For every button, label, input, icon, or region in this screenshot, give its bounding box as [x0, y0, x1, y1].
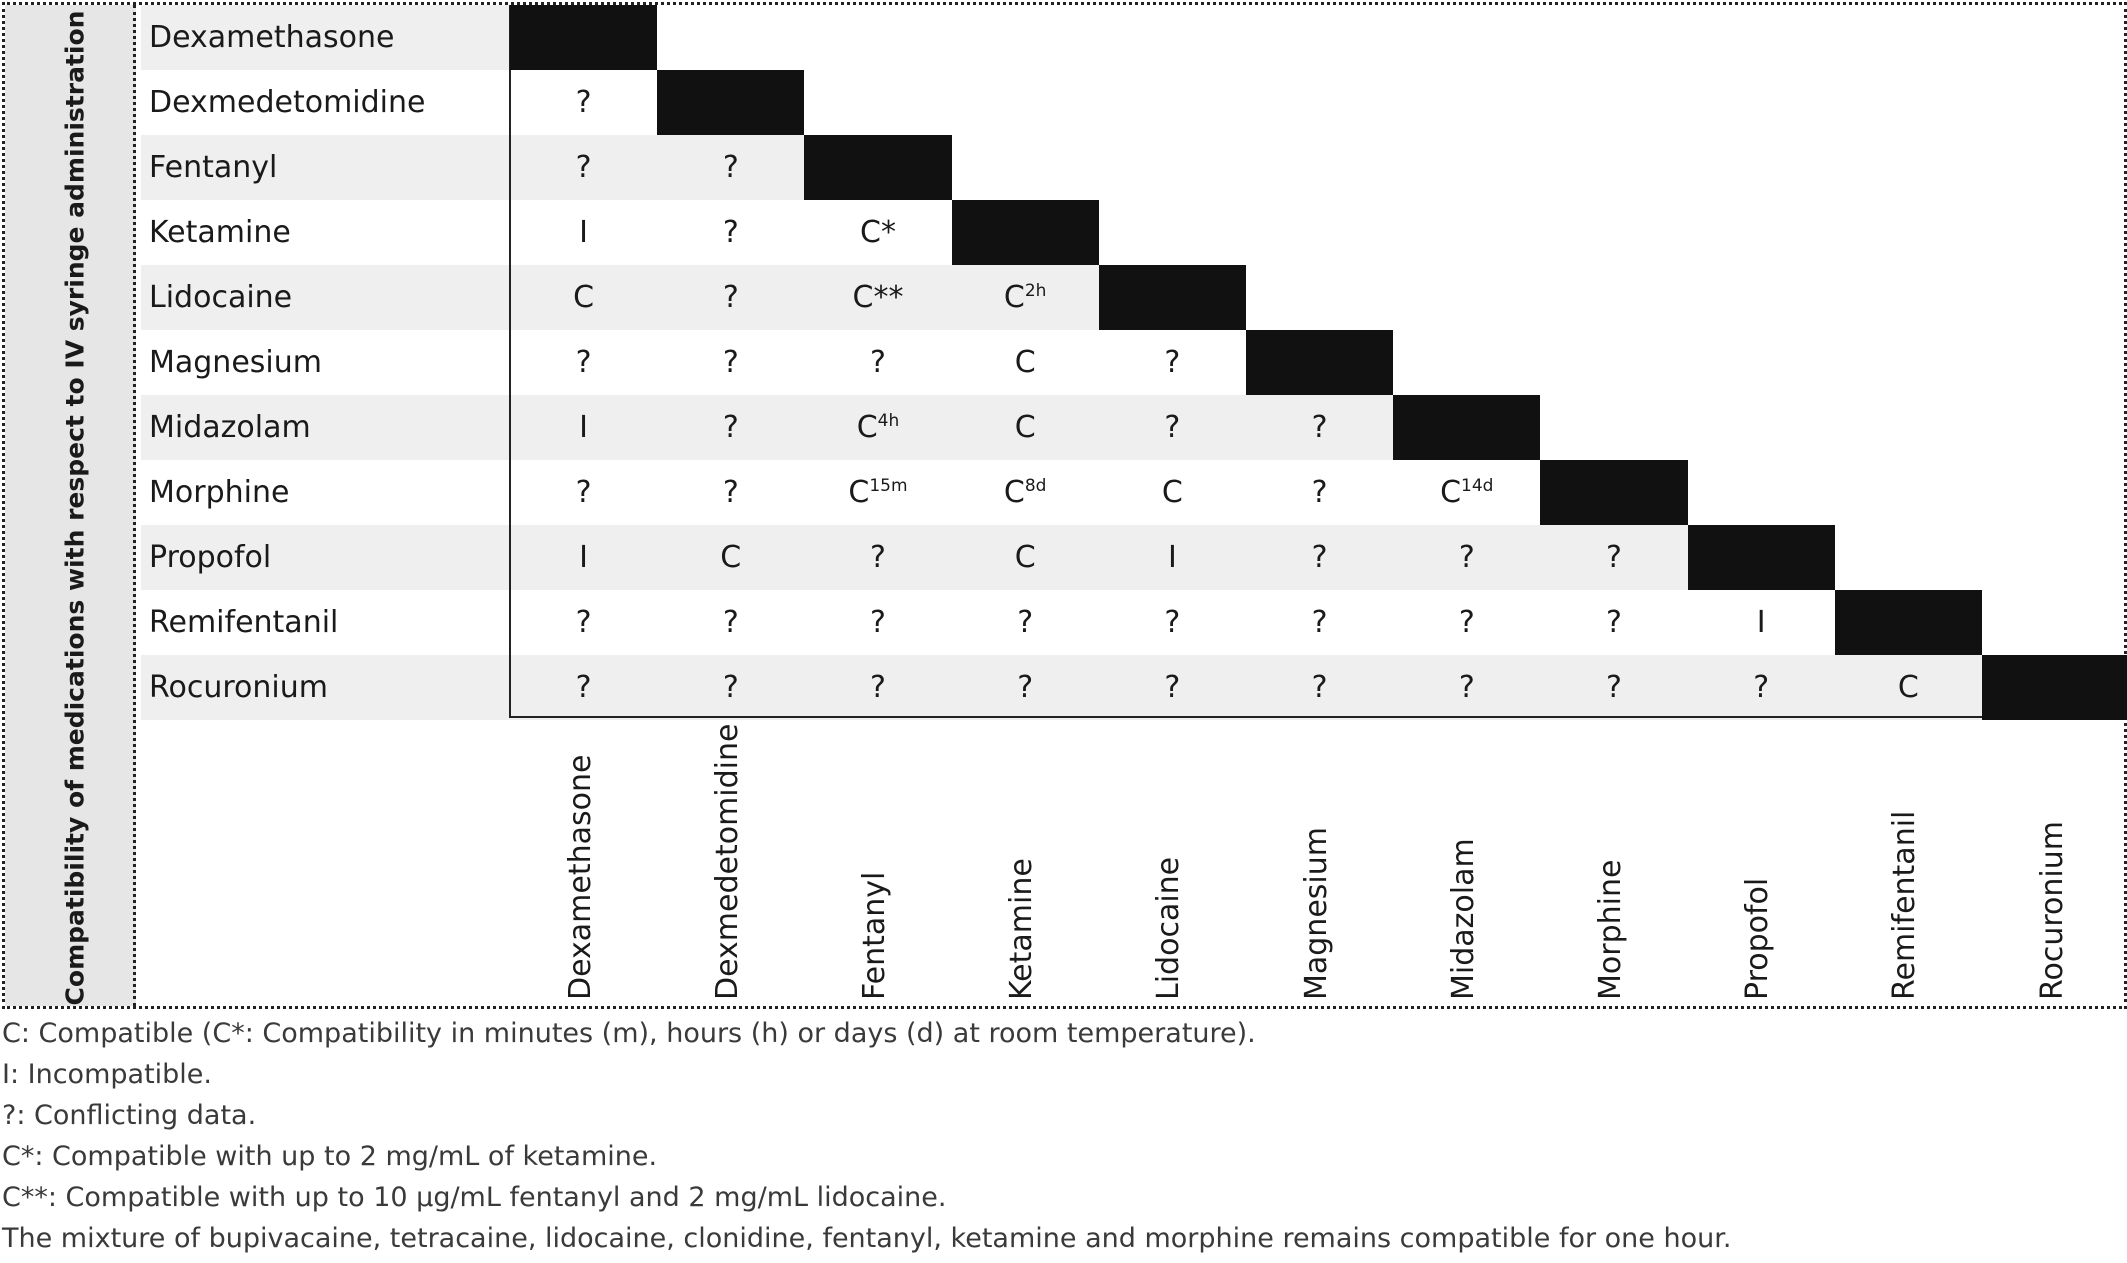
matrix-cell — [1688, 590, 1835, 655]
cell-value: ? — [1311, 605, 1328, 640]
cell-value: ? — [870, 345, 886, 380]
matrix-cell — [1540, 525, 1687, 590]
matrix-cell — [1246, 525, 1393, 590]
column-label: Morphine — [1593, 859, 1628, 1000]
legend-note: I: Incompatible. — [2, 1059, 212, 1090]
matrix-cell — [952, 330, 1099, 395]
cell-value: ? — [722, 345, 739, 380]
column-label: Dexamethasone — [562, 754, 598, 1000]
row-label: Dexamethasone — [149, 20, 395, 55]
cell-value: ? — [1164, 605, 1181, 640]
cell-value: C — [720, 540, 742, 575]
matrix-cell — [1099, 525, 1246, 590]
cell-value: ? — [1458, 540, 1475, 575]
row-label: Magnesium — [149, 345, 322, 380]
column-label: Magnesium — [1298, 827, 1334, 1000]
diagonal-cell — [510, 5, 657, 70]
cell-value: ? — [575, 150, 592, 185]
matrix-cell — [952, 590, 1099, 655]
cell-duration: 2h — [1024, 281, 1047, 301]
matrix-cell — [510, 460, 657, 525]
matrix-cell — [657, 200, 804, 265]
matrix-cell — [1099, 395, 1246, 460]
legend-notes — [2, 1013, 2102, 1259]
cell-value: C — [856, 410, 878, 445]
legend-note: The mixture of bupivacaine, tetracaine, lidocaine, clonidine, fentanyl, ketamine and morphine remains compatible for one hour. — [2, 1223, 1732, 1254]
cell-value: ? — [870, 670, 886, 705]
matrix-cell — [804, 655, 951, 720]
matrix-cell — [1393, 655, 1540, 720]
matrix-cell — [952, 265, 1099, 330]
cell-value: ? — [1458, 670, 1475, 705]
cell-value: ? — [575, 85, 592, 120]
column-label: Remifentanil — [1887, 810, 1923, 1000]
cell-value: I — [579, 410, 589, 445]
matrix-cell — [804, 330, 951, 395]
cell-value: ? — [722, 475, 739, 510]
matrix-cell — [657, 460, 804, 525]
cell-value: C — [1161, 475, 1183, 510]
legend-note: C*: Compatible with up to 2 mg/mL of ketamine. — [2, 1141, 658, 1172]
matrix-cell — [657, 135, 804, 200]
matrix-cell — [1540, 655, 1687, 720]
matrix-cell — [510, 70, 657, 135]
cell-value: I — [1756, 605, 1766, 640]
diagonal-cell — [657, 70, 804, 135]
cell-value: ? — [1311, 670, 1328, 705]
matrix-cell — [1099, 590, 1246, 655]
matrix-cell — [510, 590, 657, 655]
column-label: Fentanyl — [857, 871, 892, 1000]
cell-value: ? — [1753, 670, 1770, 705]
legend-note: ?: Conflicting data. — [2, 1100, 257, 1131]
cell-value: ? — [1606, 540, 1622, 575]
matrix-cell — [1246, 590, 1393, 655]
matrix-cell — [657, 265, 804, 330]
matrix-cell — [804, 200, 951, 265]
diagonal-cell — [1099, 265, 1246, 330]
legend-note: C**: Compatible with up to 10 µg/mL fentanyl and 2 mg/mL lidocaine. — [2, 1182, 947, 1213]
legend-note: C: Compatible (C*: Compatibility in minutes (m), hours (h) or days (d) at room temperature). — [2, 1018, 1256, 1049]
cell-value: C — [1003, 475, 1025, 510]
cell-value: ? — [870, 540, 886, 575]
cell-value: C — [1014, 410, 1036, 445]
cell-value: I — [1167, 540, 1177, 575]
row-label: Lidocaine — [149, 280, 293, 315]
diagonal-cell — [1688, 525, 1835, 590]
matrix-cell — [952, 395, 1099, 460]
cell-value: I — [579, 215, 589, 250]
cell-value: ? — [1017, 605, 1034, 640]
cell-value: ? — [870, 605, 886, 640]
matrix-cell — [804, 460, 951, 525]
cell-value: ? — [1164, 410, 1181, 445]
cell-value: ? — [722, 215, 739, 250]
cell-duration: 8d — [1024, 476, 1047, 496]
cell-value: ? — [575, 345, 592, 380]
cell-value: C — [573, 280, 595, 315]
matrix-cell — [804, 395, 951, 460]
diagonal-cell — [1982, 655, 2127, 720]
cell-value: ? — [722, 150, 739, 185]
matrix-cell — [1540, 590, 1687, 655]
matrix-cell — [1393, 525, 1540, 590]
matrix-cell — [1393, 590, 1540, 655]
cell-value: C** — [852, 280, 904, 315]
cell-value: C — [1003, 280, 1025, 315]
matrix-cell — [1099, 655, 1246, 720]
row-label: Dexmedetomidine — [149, 85, 426, 120]
matrix-cell — [510, 655, 657, 720]
cell-value: ? — [722, 280, 739, 315]
cell-value: ? — [722, 605, 739, 640]
cell-value: ? — [575, 605, 592, 640]
row-label: Remifentanil — [149, 605, 339, 640]
row-label: Midazolam — [149, 410, 311, 445]
side-title-panel — [5, 5, 136, 1006]
matrix-cell — [952, 525, 1099, 590]
matrix-cell — [1246, 395, 1393, 460]
cell-value: ? — [1606, 670, 1622, 705]
cell-value: ? — [722, 410, 739, 445]
diagonal-cell — [1835, 590, 1982, 655]
cell-value: C — [1897, 670, 1919, 705]
cell-value: C — [1440, 475, 1462, 510]
side-title: Compatibility of medications with respect to IV syringe administration — [60, 10, 90, 1006]
diagonal-cell — [1246, 330, 1393, 395]
cell-value: ? — [1017, 670, 1034, 705]
cell-value: C — [848, 475, 870, 510]
matrix-cell — [657, 590, 804, 655]
matrix-cell — [657, 330, 804, 395]
matrix-cell — [510, 265, 657, 330]
cell-value: I — [579, 540, 589, 575]
cell-value: ? — [1606, 605, 1622, 640]
cell-value: C — [1014, 345, 1036, 380]
row-label: Morphine — [149, 475, 290, 510]
cell-value: ? — [1311, 410, 1328, 445]
matrix-cell — [804, 265, 951, 330]
matrix-cell — [510, 395, 657, 460]
cell-duration: 14d — [1461, 476, 1494, 496]
matrix-cell — [1099, 460, 1246, 525]
matrix-cell — [657, 395, 804, 460]
cell-value: ? — [1311, 540, 1328, 575]
cell-value: ? — [575, 670, 592, 705]
cell-value: ? — [1458, 605, 1475, 640]
diagonal-cell — [1540, 460, 1687, 525]
column-label: Lidocaine — [1151, 856, 1187, 1000]
matrix-cell — [1246, 460, 1393, 525]
matrix-cell — [804, 590, 951, 655]
column-label: Rocuronium — [2034, 821, 2070, 1000]
column-label: Propofol — [1740, 877, 1776, 1000]
cell-value: ? — [1311, 475, 1328, 510]
cell-value: ? — [575, 475, 592, 510]
cell-value: C — [1014, 540, 1036, 575]
matrix-cell — [657, 655, 804, 720]
column-label: Midazolam — [1445, 838, 1481, 1000]
cell-value: C* — [860, 215, 896, 250]
diagonal-cell — [952, 200, 1099, 265]
matrix-cell — [1393, 460, 1540, 525]
matrix-cell — [510, 330, 657, 395]
column-label: Dexmedetomidine — [709, 723, 745, 1000]
cell-value: ? — [722, 670, 739, 705]
row-label: Fentanyl — [149, 150, 278, 185]
matrix-cell — [1835, 655, 1982, 720]
column-label: Ketamine — [1004, 858, 1040, 1000]
matrix-cell — [510, 525, 657, 590]
row-label: Rocuronium — [149, 670, 328, 705]
matrix-cell — [657, 525, 804, 590]
row-label: Ketamine — [149, 215, 291, 250]
diagonal-cell — [804, 135, 951, 200]
matrix-cell — [510, 200, 657, 265]
diagonal-cell — [1393, 395, 1540, 460]
cell-duration: 4h — [877, 411, 900, 431]
matrix-cell — [1099, 330, 1246, 395]
row-label: Propofol — [149, 540, 272, 575]
matrix-cell — [510, 135, 657, 200]
matrix-cell — [1246, 655, 1393, 720]
matrix-cell — [952, 460, 1099, 525]
matrix-cell — [1688, 655, 1835, 720]
matrix-cell — [804, 525, 951, 590]
cell-value: ? — [1164, 670, 1181, 705]
cell-value: ? — [1164, 345, 1181, 380]
matrix-cell — [952, 655, 1099, 720]
cell-duration: 15m — [869, 476, 908, 496]
